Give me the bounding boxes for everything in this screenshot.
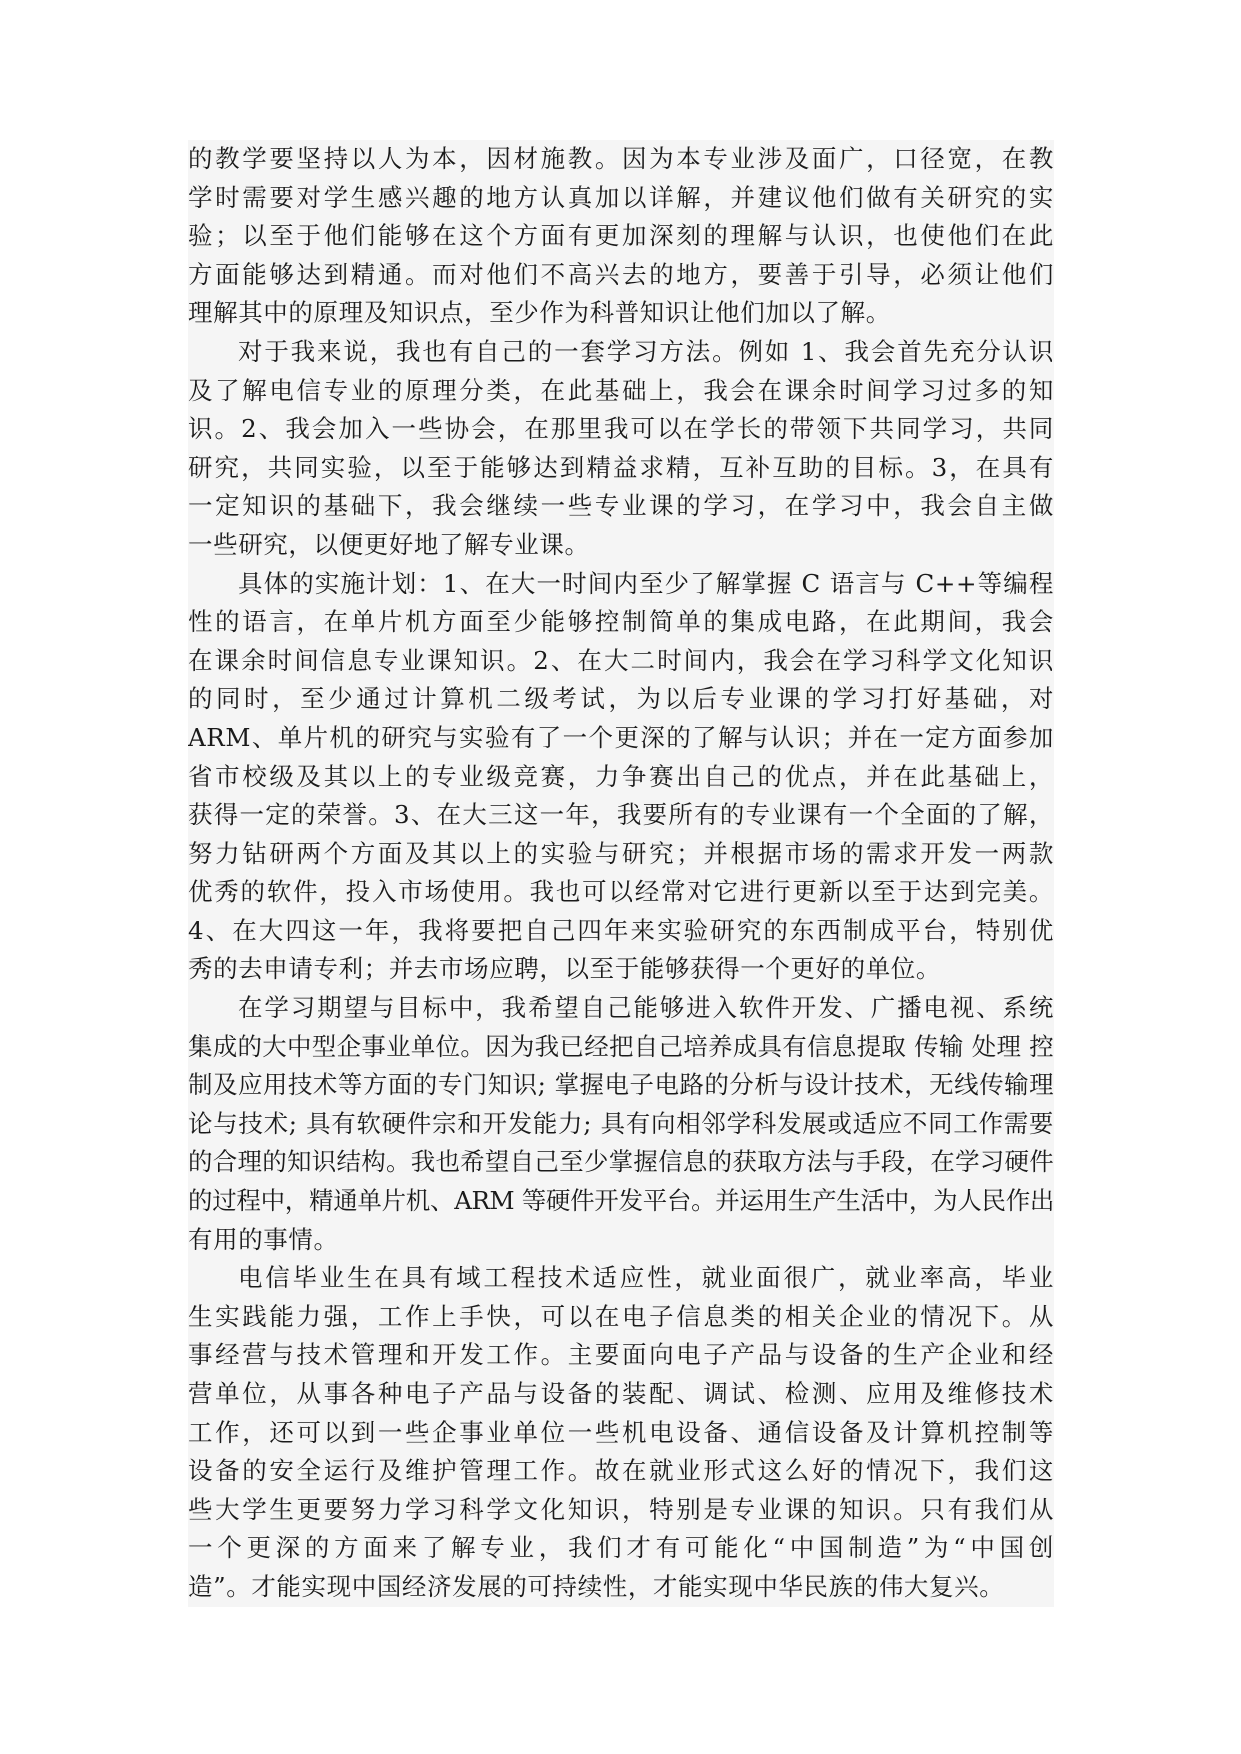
text-line: 造”。才能实现中国经济发展的可持续性，才能实现中华民族的伟大复兴。	[188, 1571, 1005, 1601]
text-line: ARM、单片机的研究与实验有了一个更深的了解与认识；并在一定方面参加	[188, 722, 1054, 752]
text-line: 的同时，至少通过计算机二级考试，为以后专业课的学习打好基础，对	[188, 684, 1054, 714]
text-line: 对于我来说，我也有自己的一套学习方法。例如 1、我会首先充分认识	[238, 336, 1054, 366]
text-line: 方面能够达到精通。而对他们不高兴去的地方，要善于引导，必须让他们	[188, 259, 1054, 289]
text-line: 4、在大四这一年，我将要把自己四年来实验研究的东西制成平台，特别优	[188, 915, 1054, 945]
text-line: 秀的去申请专利；并去市场应聘，以至于能够获得一个更好的单位。	[188, 954, 941, 984]
text-line: 的合理的知识结构。我也希望自己至少掌握信息的获取方法与手段，在学习硬件	[188, 1147, 1054, 1177]
text-line: 工作，还可以到一些企事业单位一些机电设备、通信设备及计算机控制等	[188, 1417, 1054, 1447]
text-line: 一定知识的基础下，我会继续一些专业课的学习，在学习中，我会自主做	[188, 491, 1054, 521]
text-line: 努力钻研两个方面及其以上的实验与研究；并根据市场的需求开发一两款	[188, 838, 1054, 868]
text-line: 设备的安全运行及维护管理工作。故在就业形式这么好的情况下，我们这	[188, 1456, 1054, 1486]
text-line: 及了解电信专业的原理分类，在此基础上，我会在课余时间学习过多的知	[188, 375, 1054, 405]
text-line: 在课余时间信息专业课知识。2、在大二时间内，我会在学习科学文化知识	[188, 645, 1054, 675]
text-line: 获得一定的荣誉。3、在大三这一年，我要所有的专业课有一个全面的了解，	[188, 800, 1054, 830]
text-line: 的过程中，精通单片机、ARM 等硬件开发平台。并运用生产生活中，为人民作出	[188, 1186, 1054, 1216]
text-line: 有用的事情。	[188, 1224, 339, 1254]
text-line: 在学习期望与目标中，我希望自己能够进入软件开发、广播电视、系统	[238, 993, 1054, 1023]
text-line: 集成的大中型企事业单位。因为我已经把自己培养成具有信息提取 传输 处理 控	[188, 1031, 1054, 1061]
text-line: 制及应用技术等方面的专门知识; 掌握电子电路的分析与设计技术，无线传输理	[188, 1070, 1054, 1100]
text-line: 些大学生更要努力学习科学文化知识，特别是专业课的知识。只有我们从	[188, 1494, 1054, 1524]
text-line: 识。2、我会加入一些协会，在那里我可以在学长的带领下共同学习，共同	[188, 414, 1054, 444]
text-line: 学时需要对学生感兴趣的地方认真加以详解，并建议他们做有关研究的实	[188, 182, 1054, 212]
text-line: 优秀的软件，投入市场使用。我也可以经常对它进行更新以至于达到完美。	[188, 877, 1054, 907]
text-line: 论与技术; 具有软硬件宗和开发能力; 具有向相邻学科发展或适应不同工作需要	[188, 1108, 1054, 1138]
text-line: 事经营与技术管理和开发工作。主要面向电子产品与设备的生产企业和经	[188, 1340, 1054, 1370]
text-line: 性的语言，在单片机方面至少能够控制简单的集成电路，在此期间，我会	[188, 607, 1054, 637]
text-line: 一个更深的方面来了解专业，我们才有可能化“中国制造”为“中国创	[188, 1533, 1054, 1563]
text-line: 的教学要坚持以人为本，因材施教。因为本专业涉及面广，口径宽，在教	[188, 144, 1054, 173]
text-line: 验；以至于他们能够在这个方面有更加深刻的理解与认识，也使他们在此	[188, 221, 1054, 251]
body-text	[188, 140, 1054, 1607]
text-line: 理解其中的原理及知识点，至少作为科普知识让他们加以了解。	[188, 298, 891, 328]
text-line: 营单位，从事各种电子产品与设备的装配、调试、检测、应用及维修技术	[188, 1379, 1054, 1408]
text-line: 一些研究，以便更好地了解专业课。	[188, 529, 590, 559]
text-line: 省市校级及其以上的专业级竞赛，力争赛出自己的优点，并在此基础上，	[188, 761, 1054, 791]
text-line: 研究，共同实验，以至于能够达到精益求精，互补互助的目标。3，在具有	[188, 452, 1054, 482]
text-line: 具体的实施计划：1、在大一时间内至少了解掌握 C 语言与 C++等编程	[238, 568, 1054, 598]
text-line: 生实践能力强，工作上手快，可以在电子信息类的相关企业的情况下。从	[188, 1301, 1054, 1331]
text-line: 电信毕业生在具有域工程技术适应性，就业面很广，就业率高，毕业	[238, 1263, 1054, 1293]
